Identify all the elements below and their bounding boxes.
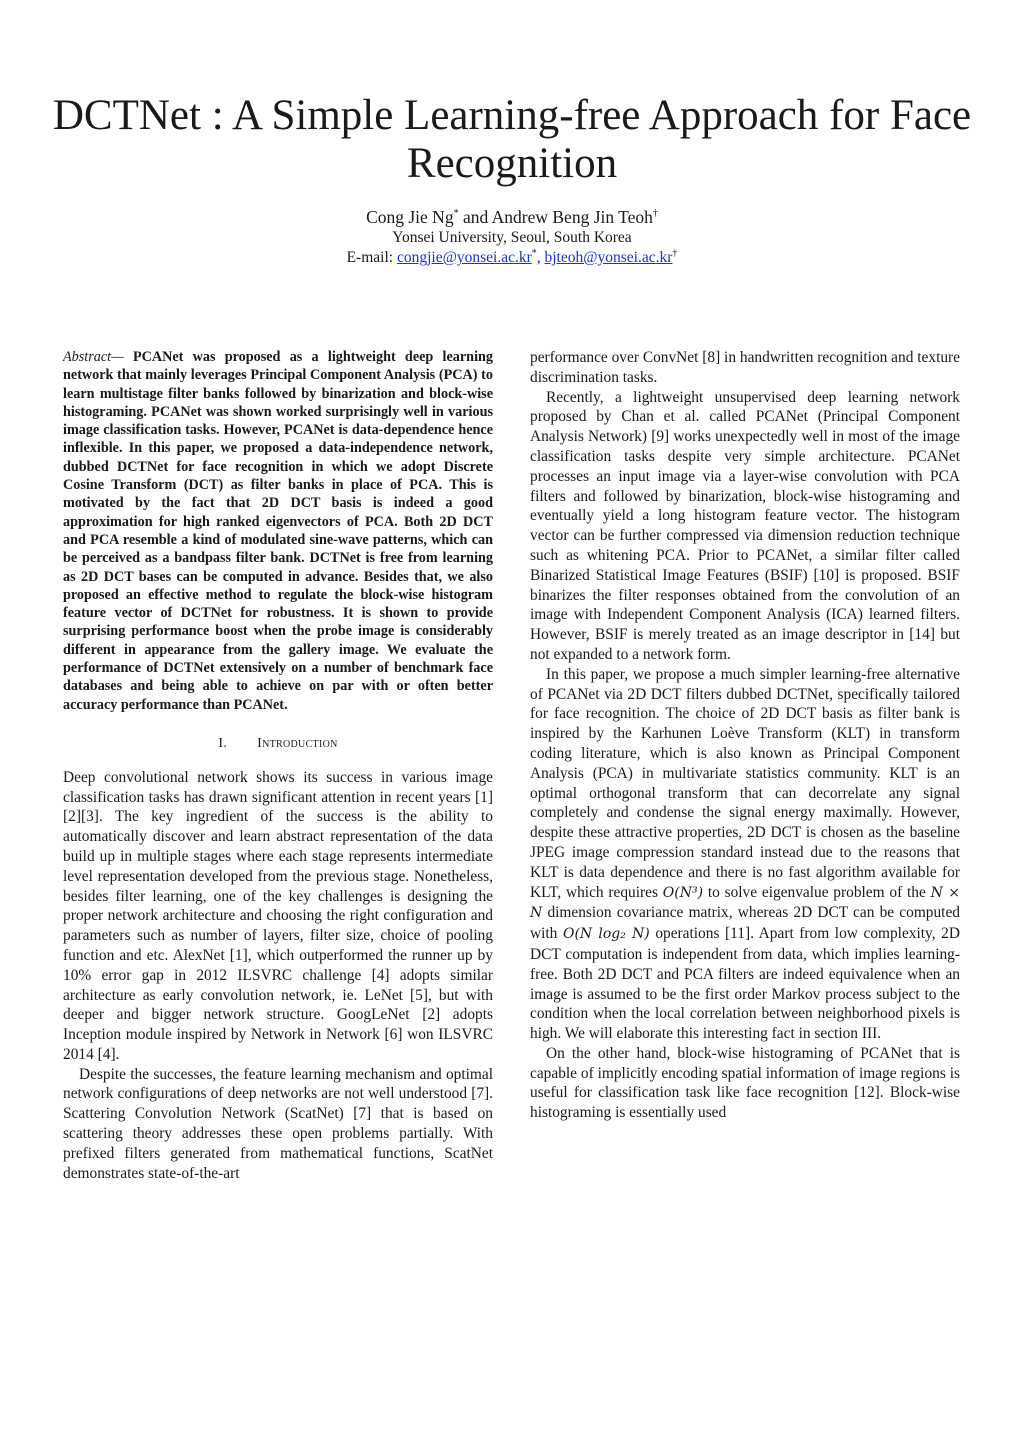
author-block	[60, 206, 964, 268]
paragraph-text: to solve eigenvalue problem of the	[707, 883, 926, 901]
section-heading	[63, 734, 493, 754]
email-link[interactable]: congjie@yonsei.ac.kr	[396, 249, 532, 266]
author-name: Andrew Beng Jin Teoh	[491, 207, 653, 227]
paragraph-text: operations [11]. Apart from low complexity, 2D DCT computation is independent from data, which implies learning-free. Both 2D DCT and PCA filters are indeed equivalence when an image is assumed to be the first order Markov process subject to the condition when the local correlation between neighborhood pixels is high. We will elaborate this interesting fact in section III.	[530, 925, 960, 1043]
author-mark: *	[453, 208, 459, 220]
paragraph-text: In this paper, we propose a much simpler learning-free alternative of PCANet via 2D DCT filters dubbed DCTNet, specifically tailored for face recognition. The choice of 2D DCT basis as filter bank is inspired by the Karhunen Loève Transform (KLT) in transform coding literature, which is also known as Principal Component Analysis (PCA) in multivariate statistics community. KLT is an optimal orthogonal transform that can decorrelate any signal completely and condense the signal energy maximally. However, despite these attractive properties, 2D DCT is chosen as the baseline JPEG image compression standard instead due to the reasons that KLT is data dependence and there is no fast algorithm available for KLT, which requires	[530, 665, 960, 901]
paragraph: Despite the successes, the feature learning mechanism and optimal network configurations of deep networks are not well understood [7]. Scattering Convolution Network (ScatNet) [7] that is based on scattering theory addresses these open problems partially. With prefixed filters generated from mathematical functions, ScatNet demonstrates state-of-the-art	[63, 1065, 493, 1182]
paragraph: On the other hand, block-wise histograming of PCANet that is capable of implicitly encoding spatial information of image regions is useful for classification task like face recognition [12]. Block-wise histograming is essentially used	[530, 1044, 960, 1122]
abstract	[63, 348, 493, 714]
section-title: Introduction	[257, 735, 338, 751]
author-name: Cong Jie Ng	[366, 207, 454, 227]
email-link[interactable]: bjteoh@yonsei.ac.kr	[544, 249, 673, 266]
math-expression: O(N log₂ N)	[562, 926, 650, 943]
paragraph: Deep convolutional network shows its success in various image classification tasks has drawn significant attention in recent years [1][2][3]. The key ingredient of the success is the ability to automatically discover and learn abstract representation of the data build up in multiple stages where each stage represents intermediate level representation developed from the previous stage. Nonetheless, besides filter learning, one of the key challenges is designing the proper network architecture and choosing the right configuration and parameters such as number of layers, filter size, choice of pooling function and etc. AlexNet [1], which outperformed the runner up by 10% error gap in 2012 ILSVRC challenge [4] adopts similar architecture as early convolution network, ie. LeNet [5], but with deeper and bigger network structure. GoogLeNet [2] adopts Inception module inspired by Network in Network [6] won ILSVRC 2014 [4].	[63, 768, 493, 1063]
author-line	[60, 206, 964, 228]
paper-title: DCTNet : A Simple Learning-free Approach for Face Recognition	[52, 92, 972, 187]
email-mark: †	[672, 247, 678, 259]
author-mark: †	[652, 208, 658, 220]
abstract-label: Abstract—	[63, 349, 124, 365]
email-label: E-mail:	[346, 249, 394, 266]
email-line: E-mail: congjie@yonsei.ac.kr*, bjteoh@yonsei.ac.kr†	[346, 247, 678, 266]
email-mark: *	[531, 247, 537, 259]
affiliation: Yonsei University, Seoul, South Korea	[392, 229, 632, 246]
abstract-text: PCANet was proposed as a lightweight deep learning network that mainly leverages Principal Component Analysis (PCA) to learn multistage filter banks followed by binarization and block-wise histograming. PCANet was shown worked surprisingly well in various image classification tasks. However, PCANet is data-dependence hence inflexible. In this paper, we proposed a data-independence network, dubbed DCTNet for face recognition in which we adopt Discrete Cosine Transform (DCT) as filter banks in place of PCA. This is motivated by the fact that 2D DCT basis is indeed a good approximation for high ranked eigenvectors of PCA. Both 2D DCT and PCA resemble a kind of modulated sine-wave patterns, which can be perceived as a bandpass filter bank. DCTNet is free from learning as 2D DCT bases can be computed in advance. Besides that, we also proposed an effective method to regulate the block-wise histogram feature vector of DCTNet for robustness. It is shown to provide surprising performance boost when the probe image is considerably different in appearance from the gallery image. We evaluate the performance of DCTNet extensively on a number of benchmark face databases and being able to achieve on par with or often better accuracy performance than PCANet.	[63, 349, 493, 713]
section-number: I.	[218, 735, 228, 751]
math-expression: O(N³)	[662, 884, 704, 901]
left-column	[63, 348, 493, 1183]
author-connector: and	[462, 207, 489, 227]
math-expression: N × N	[530, 884, 960, 922]
paragraph: performance over ConvNet [8] in handwritten recognition and texture discrimination tasks.	[530, 349, 960, 386]
right-column	[530, 348, 960, 1123]
paragraph-text: dimension covariance matrix, whereas 2D DCT can be computed with	[530, 904, 960, 943]
paragraph: Recently, a lightweight unsupervised deep learning network proposed by Chan et al. called PCANet (Principal Component Analysis Network) [9] works unexpectedly well in most of the image classification tasks despite very simple architecture. PCANet processes an input image via a layer-wise convolution with PCA filters and followed by binarization, block-wise histograming and eventually yield a long histogram feature vector. The histogram vector can be further compressed via dimension reduction technique such as whitening PCA. Prior to PCANet, a similar filter called Binarized Statistical Image Features (BSIF) [10] is proposed. BSIF binarizes the filter responses obtained from the convolution of an image with Independent Component Analysis (ICA) learned filters. However, BSIF is merely treated as an image descriptor in [14] but not expanded to a network form.	[530, 388, 960, 663]
paragraph	[530, 665, 960, 1044]
